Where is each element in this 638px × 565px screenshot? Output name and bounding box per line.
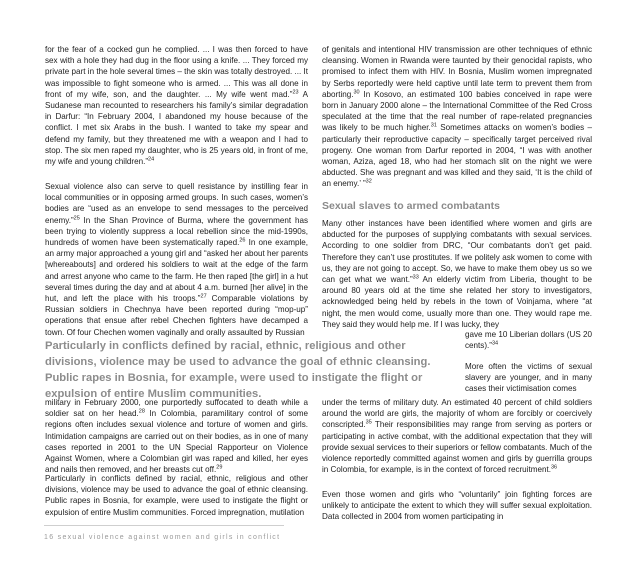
page-footer: [44, 525, 284, 539]
running-title: sexual violence against women and girls in conflict: [57, 534, 281, 541]
right-col-para-2: Many other instances have been identified where women and girls are abducted for the purposes of supplying combatants with sexual services. According to one soldier from DRC, “Our combatants don’t get paid. Therefore they can’t use prostitutes. If we politely ask women to come with us, they are not going to accept. So, we have to make them obey us so we can get what we want.”$^{33}$ An elderly victim from Liberia, thought to be around 80 years old at the time she related her story to investigators, acknowledged being held by rebels in the town of Voinjama, where “at night, the men would come, usually more than one. They would rape me. They said they would help me. If I was lucky, they: [322, 219, 592, 329]
right-col-para-1: of genitals and intentional HIV transmission are other techniques of ethnic cleansing. Women in Rwanda were taunted by their genocidal rapists, who promised to infect them with HIV. In Bosnia, Muslim women impregnated by Serbs reportedly were held captive until late term to prevent them from aborting.$^{30}$ In Kosovo, an estimated 100 babies conceived in rape were born in January 2000 alone – the International Committee of the Red Cross speculated at the time that the real number of rape-related pregnancies was likely to be much higher.$^{31}$ Sometimes attacks on women’s bodies – particularly their reproductive capacity – specifically target perceived rival progeny. One woman from Darfur reported in 2004, “I was with another woman, Aziza, aged 18, who had her stomach slit on the night we were abducted. She was pregnant and was killed and they said, ‘It is the child of an enemy.’ ”$^{32}$: [322, 45, 592, 189]
left-col-para-2: Sexual violence also can serve to quell resistance by instilling fear in local communities or in opposing armed groups. In such cases, women’s bodies are “used as an envelope to send messages to the perceived enemy.”$^{25}$ In the Shan Province of Burma, where the government has been trying to violently suppress a local rebellion since the mid-1990s, hundreds of women have been systematically raped.$^{26}$ In one example, an army major approached a young girl and “asked her about her parents [whereabouts] and ordered his soldiers to wait at the edge of the farm and arrest anyone who came to the farm. He then raped [the girl] in a hut several times during the day and at about 4 a.m. burned [her alive] in the hut, and left the place with his troops.”$^{27}$ Comparable violations by Russian soldiers in Chechnya have been reported during “mop-up” operations that ensue after rebel Chechen fighters have decamped a town. Of four Chechen women vaginally and orally assaulted by Russian: [45, 182, 308, 337]
pull-quote: Particularly in conflicts defined by racial, ethnic, religious and other divisions, violence may be used to advance the goal of ethnic cleansing. Public rapes in Bosnia, for example, were used to instigate the flight or expulsion of entire Muslim communities.: [45, 340, 431, 400]
right-col-para-3: under the terms of military duty. An estimated 40 percent of child soldiers around the world are girls, the majority of whom are forcibly or coercively conscripted.$^{35}$ Their responsibilities may range from serving as porters or participating in active combat, with the additional expectation that they will provide sexual services to their superiors or fellow combatants. Much of the violence reportedly committed against women and girls by guerrilla groups in Colombia, for example, is in the context of forced recruitment.$^{36}$: [322, 398, 592, 475]
left-col-para-1: for the fear of a cocked gun he complied. ... I was then forced to have sex with a hole they had dug in the floor using a knife. ... They forced my private part in the hole several times – the skin was totally destroyed. ... It was impossible to fight someone who is armed. ... This was all done in front of my wife, son, and the daughter. ... My wife went mad.”$^{23}$ A Sudanese man recounted to researchers his family’s similar degradation in Darfur: “In February 2004, I abandoned my house because of the conflict. I met six Arabs in the bush. I wanted to take my spear and defend my family, but they threatened me with a weapon and I had to stop. The six men raped my daughter, who is 25 years old, in front of me, my wife and young children.”$^{24}$: [45, 45, 308, 167]
right-col-para-3-top: More often the victims of sexual slavery are younger, and in many cases their victimisation comes: [465, 362, 592, 394]
page-number: 16: [44, 534, 55, 541]
left-col-para-3: military in February 2000, one purportedly suffocated to death while a soldier sat on her head.$^{28}$ In Colombia, paramilitary control of some regions often includes sexual violence and torture of women and girls. Intimidation campaigns are carried out on their bodies, as in one of many cases reported in 2001 to the UN Special Rapporteur on Violence Against Women, where a Colombian girl was raped and killed, her eyes and nails then removed, and her breasts cut off.$^{29}$: [45, 398, 308, 475]
right-col-para-2-tail: gave me 10 Liberian dollars (US 20 cents).”$^{34}$: [465, 330, 592, 351]
left-col-para-4: Particularly in conflicts defined by racial, ethnic, religious and other divisions, violence may be used to advance the goal of ethnic cleansing. Public rapes in Bosnia, for example, were used to instigate the flight or expulsion of entire Muslim communities. Forced impregnation, mutilation: [45, 474, 308, 517]
section-heading: Sexual slaves to armed combatants: [322, 200, 500, 212]
right-col-para-4: Even those women and girls who “voluntarily” join fighting forces are unlikely to anticipate the extent to which they will suffer sexual exploitation. Data collected in 2004 from women participating in: [322, 490, 592, 522]
